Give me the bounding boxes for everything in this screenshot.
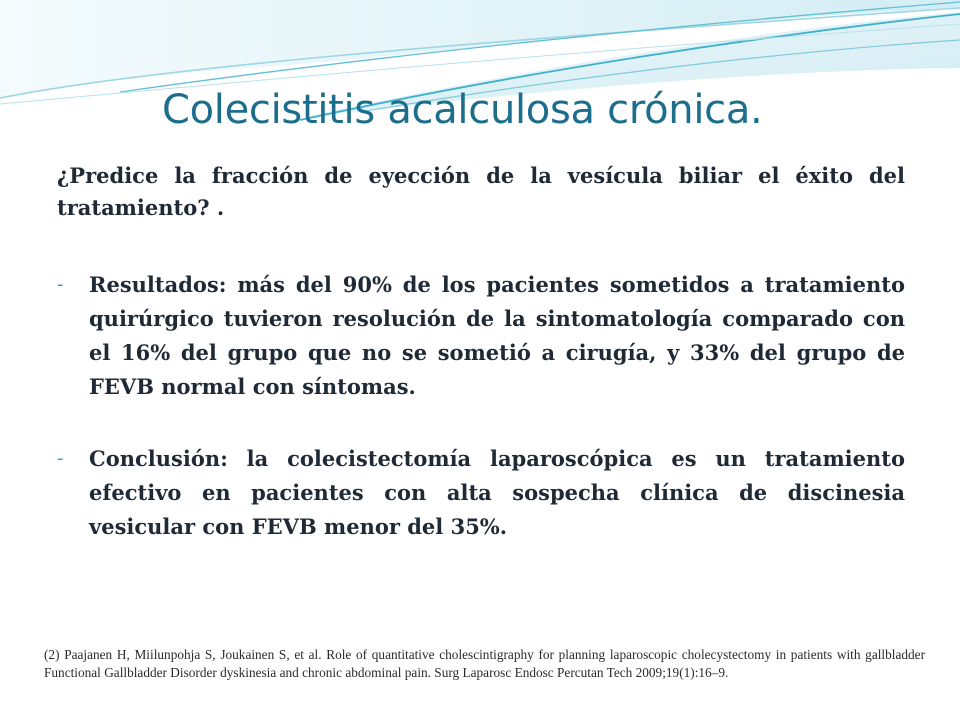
- bullet-marker: -: [57, 448, 64, 469]
- bullet-text-conclusion: Conclusión: la colecistectomía laparoscópica es un tratamiento efectivo en pacientes con alta sospecha clínica de discinesia vesicular con FEVB menor del 35%.: [89, 446, 905, 539]
- slide-title: Colecistitis acalculosa crónica.: [162, 87, 763, 133]
- bullet-marker: -: [57, 274, 64, 295]
- bullet-results: [57, 268, 905, 404]
- question-text: ¿Predice la fracción de eyección de la vesícula biliar el éxito del tratamiento? .: [57, 163, 905, 220]
- bullet-conclusion: [57, 442, 905, 544]
- reference-footnote: (2) Paajanen H, Miilunpohja S, Joukainen S, et al. Role of quantitative cholescintigraphy for planning laparoscopic cholecystectomy in patients with gallbladder Functional Gallbladder Disorder dyskinesia and chronic abdominal pain. Surg Laparosc Endosc Percutan Tech 2009;19(1):16–9.: [44, 647, 925, 680]
- bullet-text-results: Resultados: más del 90% de los pacientes sometidos a tratamiento quirúrgico tuvieron resolución de la sintomatología comparado con el 16% del grupo que no se sometió a cirugía, y 33% del grupo de FEVB normal con síntomas.: [89, 272, 905, 399]
